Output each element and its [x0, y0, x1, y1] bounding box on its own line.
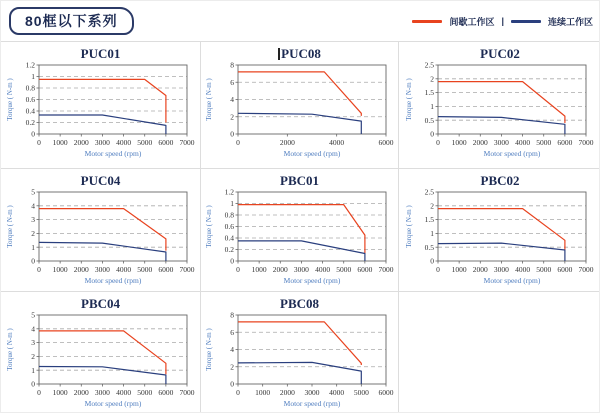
chart-cell-puc08 — [201, 42, 399, 169]
svg-text:2000: 2000 — [279, 138, 295, 147]
x-axis-label: Motor speed (rpm) — [283, 276, 340, 285]
series-line — [39, 242, 166, 261]
x-axis-label: Motor speed (rpm) — [483, 276, 541, 285]
svg-text:3000: 3000 — [304, 388, 319, 397]
series-line — [238, 113, 361, 134]
chart-title-text: PUC02 — [480, 46, 520, 61]
svg-text:6: 6 — [229, 327, 234, 337]
chart-cell-puc02 — [399, 42, 600, 169]
svg-text:1000: 1000 — [52, 388, 68, 397]
svg-text:2: 2 — [30, 229, 35, 238]
svg-text:0.2: 0.2 — [224, 245, 234, 255]
svg-text:4000: 4000 — [314, 265, 330, 274]
empty-cell — [399, 292, 600, 413]
series-line — [238, 322, 361, 365]
chart-cell-pbc04 — [1, 292, 201, 413]
svg-text:3000: 3000 — [493, 265, 509, 274]
chart-title-text: PBC01 — [280, 173, 319, 188]
svg-text:3: 3 — [30, 215, 35, 225]
svg-text:0.5: 0.5 — [424, 242, 434, 252]
chart-title — [399, 173, 600, 189]
series-line — [238, 362, 361, 384]
y-axis-label: Torque ( N-m ) — [5, 205, 14, 248]
chart-title — [399, 46, 600, 62]
series-line — [39, 209, 166, 251]
svg-text:5000: 5000 — [136, 138, 152, 147]
y-axis-label: Torque ( N-m ) — [204, 78, 213, 121]
svg-text:3000: 3000 — [94, 265, 110, 274]
header — [1, 1, 599, 41]
svg-text:1: 1 — [430, 102, 434, 111]
svg-text:3000: 3000 — [293, 265, 309, 274]
svg-text:2000: 2000 — [73, 138, 89, 147]
series-line — [238, 241, 365, 261]
chart-grid — [1, 41, 599, 413]
chart-cell-puc04 — [1, 169, 201, 292]
x-axis-label: Motor speed (rpm) — [84, 149, 141, 158]
chart-pbc02 — [402, 189, 598, 289]
legend-label-continuous: 连续工作区 — [547, 16, 593, 27]
x-axis-label: Motor speed (rpm) — [283, 149, 340, 158]
series-line — [438, 117, 565, 134]
svg-text:6000: 6000 — [557, 265, 573, 274]
svg-text:4000: 4000 — [515, 138, 531, 147]
svg-text:1: 1 — [30, 72, 35, 82]
svg-text:0.6: 0.6 — [224, 222, 234, 232]
y-axis-label: Torque ( N-m ) — [5, 328, 14, 371]
svg-text:7000: 7000 — [179, 388, 194, 397]
chart-title-text: PBC08 — [280, 296, 319, 311]
svg-text:5: 5 — [30, 312, 35, 320]
svg-text:6000: 6000 — [157, 265, 173, 274]
x-axis-label: Motor speed (rpm) — [84, 276, 141, 285]
svg-text:0: 0 — [30, 379, 35, 389]
continuous-line-swatch — [511, 20, 541, 23]
legend-item-intermittent — [412, 15, 494, 28]
svg-text:0: 0 — [30, 256, 35, 266]
svg-text:5000: 5000 — [335, 265, 351, 274]
svg-text:8: 8 — [229, 312, 234, 320]
svg-text:2.5: 2.5 — [424, 62, 434, 70]
svg-text:4: 4 — [30, 324, 35, 334]
svg-text:1.2: 1.2 — [25, 62, 35, 70]
svg-text:0: 0 — [430, 129, 434, 139]
chart-title — [1, 173, 200, 189]
svg-text:1.2: 1.2 — [224, 189, 234, 197]
svg-text:1: 1 — [30, 365, 35, 375]
svg-text:4000: 4000 — [328, 388, 344, 397]
series-title: 80框以下系列 — [25, 13, 118, 29]
chart-pbc01 — [202, 189, 398, 289]
svg-text:2.5: 2.5 — [424, 189, 434, 197]
svg-text:8: 8 — [229, 62, 234, 70]
svg-text:0.2: 0.2 — [25, 118, 35, 128]
svg-text:5000: 5000 — [136, 265, 152, 274]
svg-text:0.4: 0.4 — [25, 106, 35, 116]
chart-cell-pbc02 — [399, 169, 600, 292]
series-title-badge — [9, 7, 134, 35]
svg-text:6000: 6000 — [157, 388, 173, 397]
y-axis-label: Torque ( N-m ) — [204, 205, 213, 248]
chart-title-text: PBC02 — [480, 173, 520, 188]
svg-text:1.5: 1.5 — [424, 88, 434, 98]
text-cursor-icon — [278, 48, 280, 60]
svg-text:0: 0 — [30, 129, 35, 139]
chart-puc01 — [3, 62, 199, 162]
svg-text:5000: 5000 — [536, 138, 552, 147]
svg-text:7000: 7000 — [578, 265, 594, 274]
svg-text:6000: 6000 — [356, 265, 372, 274]
svg-text:7000: 7000 — [179, 265, 194, 274]
svg-text:4: 4 — [229, 345, 234, 355]
svg-text:0.8: 0.8 — [224, 210, 234, 220]
svg-text:0.8: 0.8 — [25, 83, 35, 93]
y-axis-label: Torque ( N-m ) — [204, 328, 213, 371]
svg-text:3000: 3000 — [94, 388, 110, 397]
svg-text:5000: 5000 — [353, 388, 369, 397]
legend-item-continuous — [511, 15, 593, 28]
svg-text:3000: 3000 — [493, 138, 509, 147]
svg-text:0: 0 — [235, 388, 240, 397]
svg-text:7000: 7000 — [378, 265, 393, 274]
series-line — [438, 243, 565, 261]
svg-text:4: 4 — [229, 95, 234, 105]
svg-text:0: 0 — [36, 265, 41, 274]
intermittent-line-swatch — [412, 20, 442, 23]
series-line — [238, 72, 361, 116]
svg-text:0: 0 — [36, 138, 41, 147]
chart-pbc04 — [3, 312, 199, 412]
chart-title-text: PUC08 — [281, 46, 321, 61]
svg-text:3000: 3000 — [94, 138, 110, 147]
chart-puc02 — [402, 62, 598, 162]
svg-text:1000: 1000 — [52, 265, 68, 274]
svg-text:2000: 2000 — [472, 265, 488, 274]
chart-cell-pbc01 — [201, 169, 399, 292]
svg-text:0: 0 — [235, 265, 240, 274]
svg-text:4: 4 — [30, 201, 35, 211]
svg-text:1000: 1000 — [254, 388, 270, 397]
svg-text:4000: 4000 — [115, 388, 131, 397]
svg-text:6000: 6000 — [378, 138, 393, 147]
svg-text:0: 0 — [36, 388, 41, 397]
svg-text:1000: 1000 — [52, 138, 68, 147]
chart-cell-pbc08 — [201, 292, 399, 413]
y-axis-label: Torque ( N-m ) — [405, 78, 413, 121]
series-line — [238, 205, 365, 254]
series-line — [39, 79, 166, 122]
svg-text:6000: 6000 — [378, 388, 393, 397]
series-line — [39, 331, 166, 374]
svg-text:0: 0 — [229, 129, 234, 139]
svg-text:7000: 7000 — [179, 138, 194, 147]
legend-label-intermittent: 间歇工作区 — [449, 16, 495, 27]
svg-text:2000: 2000 — [472, 138, 488, 147]
svg-text:6: 6 — [229, 77, 234, 87]
svg-text:6000: 6000 — [157, 138, 173, 147]
svg-text:2: 2 — [30, 352, 35, 361]
chart-title — [201, 173, 398, 189]
chart-title-text: PBC04 — [81, 296, 120, 311]
series-line — [39, 115, 166, 134]
x-axis-label: Motor speed (rpm) — [283, 399, 340, 408]
svg-text:1: 1 — [30, 242, 35, 252]
svg-text:2: 2 — [229, 112, 234, 122]
svg-text:0: 0 — [436, 265, 440, 274]
svg-text:2: 2 — [430, 201, 434, 211]
legend — [412, 15, 593, 28]
svg-text:0: 0 — [235, 138, 240, 147]
chart-puc04 — [3, 189, 199, 289]
x-axis-label: Motor speed (rpm) — [483, 149, 541, 158]
y-axis-label: Torque ( N-m ) — [405, 205, 413, 248]
svg-text:1.5: 1.5 — [424, 215, 434, 225]
chart-puc08 — [202, 62, 398, 162]
svg-text:5000: 5000 — [536, 265, 552, 274]
svg-text:1000: 1000 — [251, 265, 267, 274]
svg-text:0: 0 — [430, 256, 434, 266]
chart-title — [201, 46, 398, 62]
svg-text:2000: 2000 — [279, 388, 295, 397]
svg-text:1000: 1000 — [451, 138, 467, 147]
svg-text:4000: 4000 — [115, 138, 131, 147]
svg-text:1: 1 — [229, 199, 234, 209]
svg-text:2000: 2000 — [73, 388, 89, 397]
svg-text:0.4: 0.4 — [224, 233, 234, 243]
chart-title — [1, 296, 200, 312]
y-axis-label: Torque ( N-m ) — [5, 78, 14, 121]
svg-text:0.6: 0.6 — [25, 95, 35, 105]
chart-title-text: PUC01 — [80, 46, 121, 61]
svg-text:3: 3 — [30, 338, 35, 348]
svg-text:0: 0 — [229, 379, 234, 389]
svg-text:2000: 2000 — [73, 265, 89, 274]
chart-title — [201, 296, 398, 312]
svg-text:7000: 7000 — [578, 138, 594, 147]
chart-cell-puc01 — [1, 42, 201, 169]
svg-text:4000: 4000 — [115, 265, 131, 274]
svg-text:1000: 1000 — [451, 265, 467, 274]
chart-title-text: PUC04 — [80, 173, 121, 188]
svg-text:0: 0 — [229, 256, 234, 266]
svg-text:2: 2 — [430, 74, 434, 84]
svg-text:2000: 2000 — [272, 265, 288, 274]
svg-text:5000: 5000 — [136, 388, 152, 397]
svg-text:6000: 6000 — [557, 138, 573, 147]
x-axis-label: Motor speed (rpm) — [84, 399, 141, 408]
svg-text:1: 1 — [430, 229, 434, 238]
svg-text:0: 0 — [436, 138, 440, 147]
svg-text:4000: 4000 — [328, 138, 344, 147]
svg-text:0.5: 0.5 — [424, 115, 434, 125]
chart-pbc08 — [202, 312, 398, 412]
svg-text:2: 2 — [229, 362, 234, 372]
chart-title — [1, 46, 200, 62]
svg-text:4000: 4000 — [515, 265, 531, 274]
svg-text:5: 5 — [30, 189, 35, 197]
series-line — [39, 367, 166, 385]
legend-separator: | — [501, 16, 504, 26]
